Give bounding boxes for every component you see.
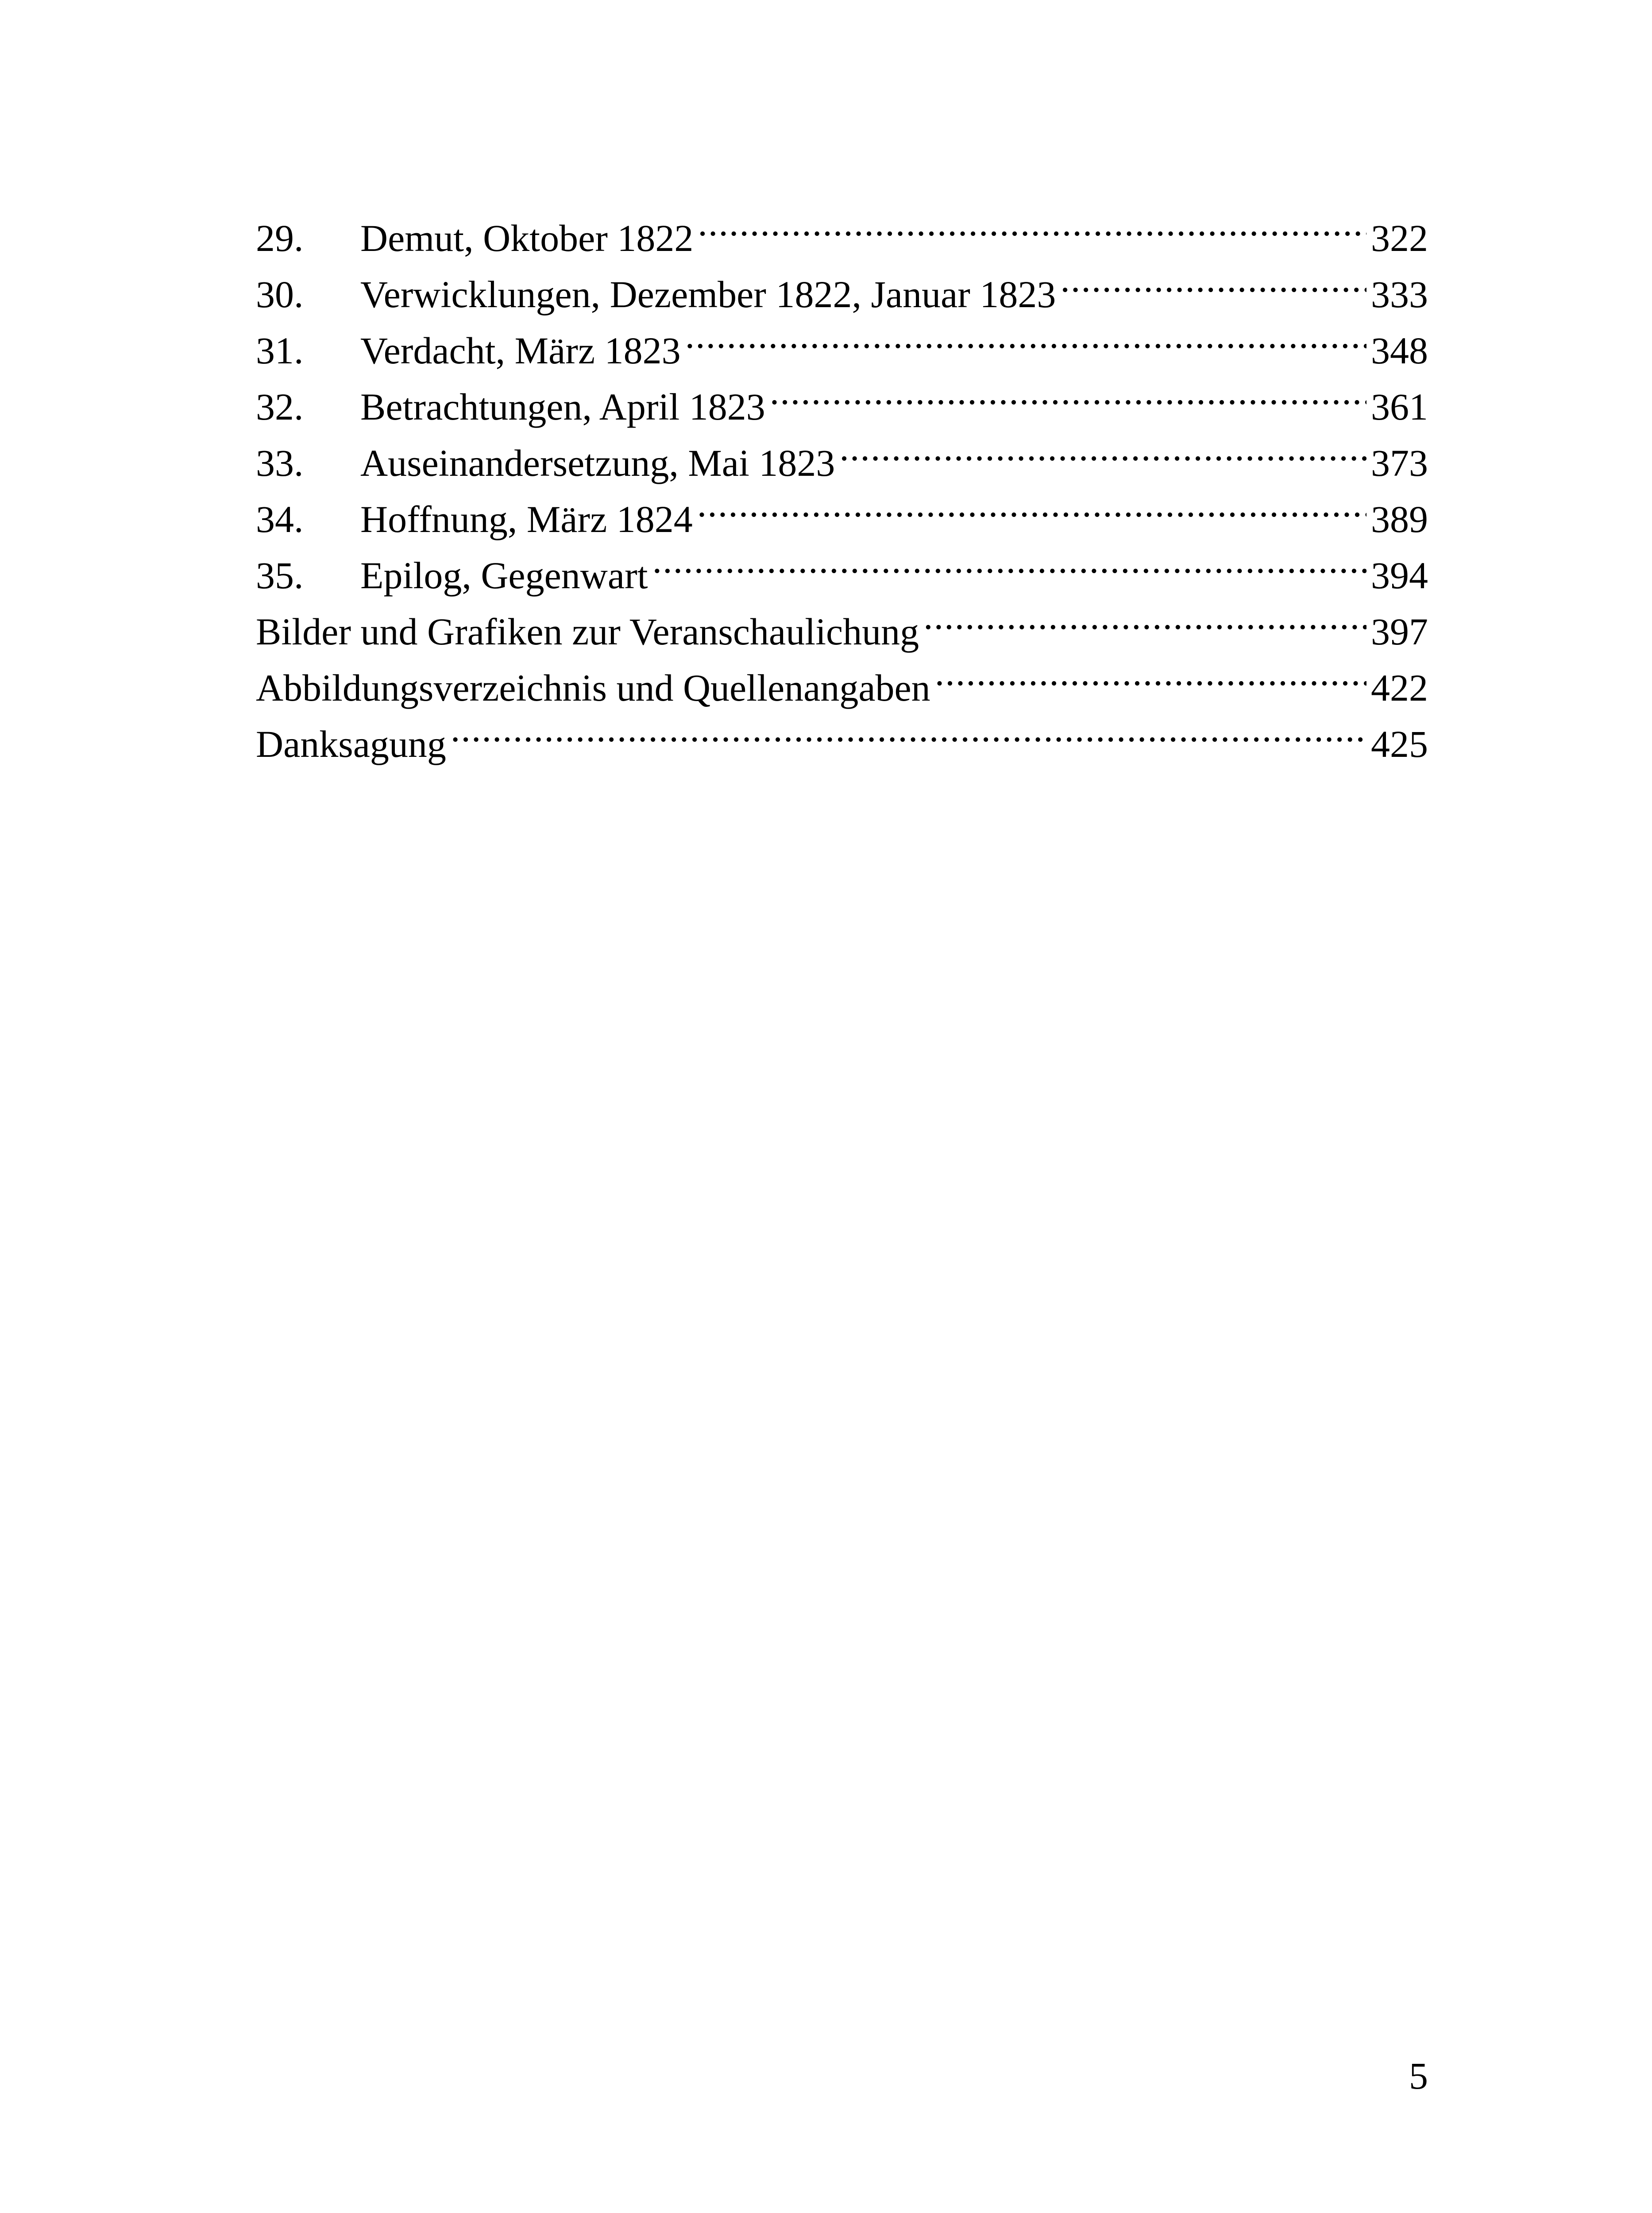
toc-entry[interactable] (256, 195, 1428, 259)
toc-entry-number: 34. (256, 498, 304, 540)
toc-entry-title: Bilder und Grafiken zur Veranschaulichung (256, 610, 919, 653)
page-number: 5 (1409, 2055, 1428, 2097)
toc-entry-title: Abbildungsverzeichnis und Quellenangaben (256, 667, 930, 709)
dot-leader (698, 195, 1366, 251)
dot-leader (923, 588, 1366, 644)
toc-entry-number: 29. (256, 217, 304, 259)
toc-entry-page: 422 (1371, 667, 1428, 709)
toc-entry-title: Hoffnung, März 1824 (360, 498, 693, 540)
toc-entry-title: Epilog, Gegenwart (360, 554, 648, 597)
dot-leader (1060, 251, 1366, 307)
toc-entry-number: 31. (256, 329, 304, 372)
toc-entry-title: Betrachtungen, April 1823 (360, 386, 765, 428)
toc-entry-page: 389 (1371, 498, 1428, 540)
dot-leader (839, 420, 1366, 476)
toc-entry-title: Verdacht, März 1823 (360, 329, 681, 372)
toc-entry-number: 30. (256, 273, 304, 316)
toc-entry-page: 348 (1371, 329, 1428, 372)
toc-entry-number: 33. (256, 442, 304, 484)
dot-leader (770, 363, 1366, 420)
toc-entry-page: 333 (1371, 273, 1428, 316)
dot-leader (652, 532, 1366, 588)
toc-entry-page: 397 (1371, 610, 1428, 653)
dot-leader (697, 476, 1366, 532)
table-of-contents (256, 195, 1428, 765)
toc-entry-title: Danksagung (256, 723, 446, 765)
toc-entry-page: 425 (1371, 723, 1428, 765)
toc-entry-page: 361 (1371, 386, 1428, 428)
toc-entry-page: 373 (1371, 442, 1428, 484)
toc-entry-number: 32. (256, 386, 304, 428)
toc-entry-title: Demut, Oktober 1822 (360, 217, 694, 259)
dot-leader (685, 307, 1366, 363)
dot-leader (451, 701, 1366, 757)
dot-leader (935, 644, 1366, 701)
toc-entry-title: Auseinandersetzung, Mai 1823 (360, 442, 835, 484)
toc-entry-title: Verwicklungen, Dezember 1822, Januar 1823 (360, 273, 1056, 316)
toc-entry-number: 35. (256, 554, 304, 597)
toc-entry-page: 394 (1371, 554, 1428, 597)
toc-entry-page: 322 (1371, 217, 1428, 259)
